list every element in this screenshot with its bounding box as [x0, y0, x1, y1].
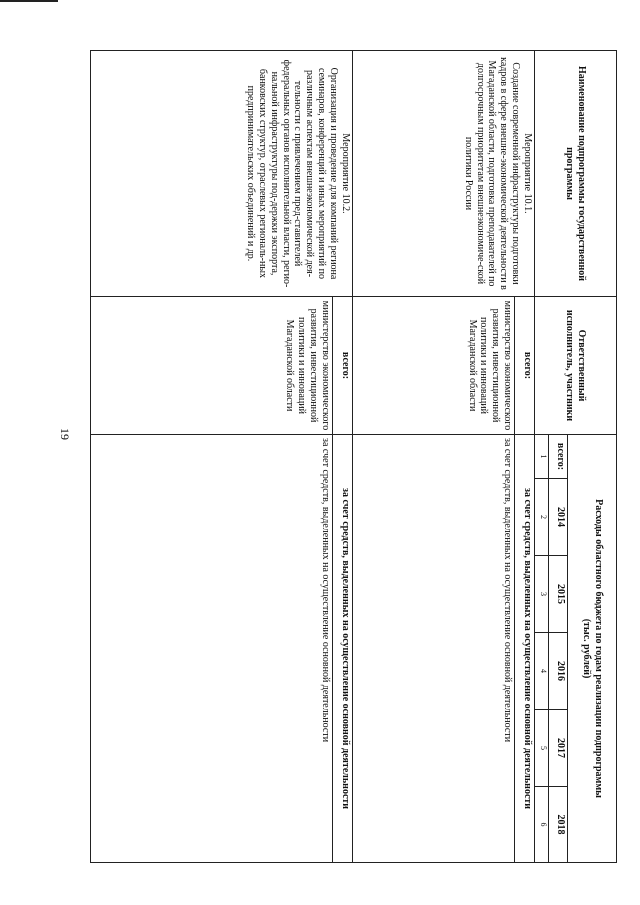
header-executor: Ответственный исполнитель, участники: [534, 297, 616, 435]
scan-edge-mark: [0, 0, 58, 2]
header-budget-unit: (тыс. рублей): [581, 618, 593, 679]
row-executor-funding: за счет средств, выделенных на осуществление основной деятельности: [352, 435, 514, 863]
header-subprogram-name: Наименование подпрограммы государственной программы: [534, 51, 616, 297]
col-number-4: 4: [534, 633, 548, 710]
row-total-funding: за счет средств, выделенных на осуществление основной деятельности: [515, 435, 535, 863]
row-total-label: всего:: [515, 297, 535, 435]
header-budget-title: Расходы областного бюджета по годам реализации подпрограммы: [592, 499, 604, 798]
row-total-funding: за счет средств, выделенных на осуществление основной деятельности: [332, 435, 352, 863]
col-number-2: 2: [534, 479, 548, 556]
measure-title: Мероприятие 10.1.: [521, 133, 533, 214]
row-executor: министерство экономического развития, инвестиционной политики и инноваций Магаданской области: [91, 297, 333, 435]
row-executor: министерство экономического развития, инвестиционной политики и инноваций Магаданской области: [352, 297, 514, 435]
page-number: 19: [58, 428, 72, 440]
col-number-3: 3: [534, 556, 548, 633]
rotated-table-sheet: [90, 50, 617, 862]
header-year-2014: 2014: [548, 479, 568, 556]
measure-text: Создание современной инфраструктуры подготовки кадров в сфере внешне-экономической деятельности в Магаданской области, подготовка преподавателей по долгосрочным приоритетам внешнеэкономиче-ской политики России: [462, 57, 522, 290]
measure-title: Мероприятие 10.2.: [339, 133, 351, 214]
header-year-2017: 2017: [548, 710, 568, 787]
row-executor-funding: за счет средств, выделенных на осуществление основной деятельности: [91, 435, 333, 863]
col-number-5: 5: [534, 710, 548, 787]
header-year-2016: 2016: [548, 633, 568, 710]
col-number-1: 1: [534, 435, 548, 479]
col-number-6: 6: [534, 787, 548, 863]
row-total-label: всего:: [332, 297, 352, 435]
table-row-name-cell: [91, 51, 353, 297]
subprogram-expenses-table: [90, 50, 617, 863]
header-budget: [568, 435, 617, 863]
header-year-2018: 2018: [548, 787, 568, 863]
header-total: всего:: [548, 435, 568, 479]
measure-text: Организация и проведение для компаний региона семинаров, конференций и иных мероприятий по различным аспектам внешнеэкономической дея-тельности с привлечением пред-ставителей федеральных органов исполнительной власти, регио-нальной инфраструктуры под-держки экспорта, банковских структур, отраслевых региональ-ных предпринимательских объединений и др.: [245, 59, 339, 288]
header-year-2015: 2015: [548, 556, 568, 633]
table-row-name-cell: [352, 51, 534, 297]
